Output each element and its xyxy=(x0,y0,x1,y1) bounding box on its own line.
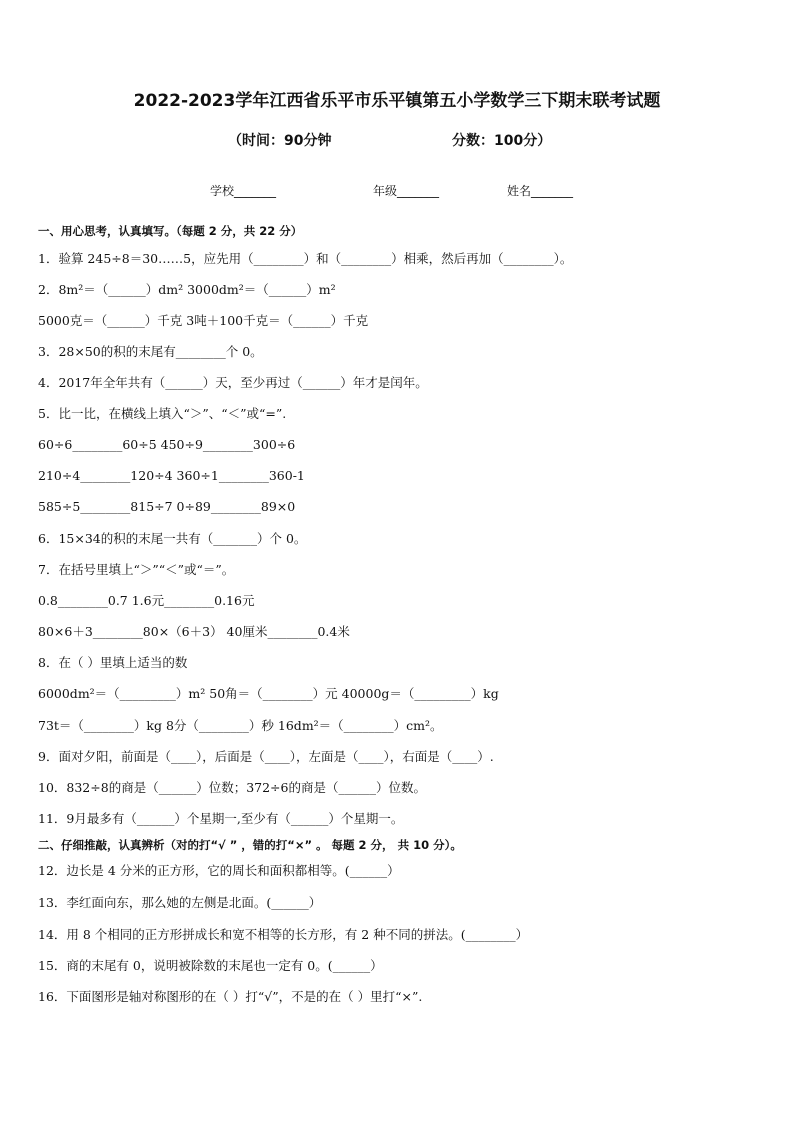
grade-field: 年级_______ xyxy=(373,184,440,198)
question-2a: 2．8m²＝（______）dm² 3000dm²＝（______）m² xyxy=(38,282,336,297)
question-7: 7．在括号里填上“＞”“＜”或“＝”。 xyxy=(38,562,235,577)
question-8b: 73t＝（________）kg 8分（________）秒 16dm²＝（________）cm²。 xyxy=(38,718,443,733)
question-7a: 0.8________0.7 1.6元________0.16元 xyxy=(38,593,255,608)
question-13: 13．李红面向东，那么她的左侧是北面。(______） xyxy=(38,895,322,910)
question-5a: 60÷6________60÷5 450÷9________300÷6 xyxy=(38,437,296,452)
exam-score: 分数：100分） xyxy=(452,133,552,149)
question-15: 15．商的末尾有 0，说明被除数的末尾也一定有 0。(______） xyxy=(38,958,383,973)
question-12: 12．边长是 4 分米的正方形，它的周长和面积都相等。(______） xyxy=(38,863,400,878)
question-6: 6．15×34的积的末尾一共有（_______）个 0。 xyxy=(38,531,307,546)
question-4: 4．2017年全年共有（______）天，至少再过（______）年才是闰年。 xyxy=(38,375,428,390)
section-heading-2: 二、仔细推敲，认真辨析（对的打“√ ” ，错的打“×” 。 每题 2 分， 共 10 分）。 xyxy=(38,838,462,852)
question-5: 5．比一比，在横线上填入“＞”、“＜”或“=”. xyxy=(38,406,287,421)
question-3: 3．28×50的积的末尾有________个 0。 xyxy=(38,344,263,359)
question-16: 16．下面图形是轴对称图形的在（ ）打“√”，不是的在（ ）里打“×”. xyxy=(38,989,423,1004)
question-11: 11．9月最多有（______）个星期一,至少有（______）个星期一。 xyxy=(38,811,404,826)
school-field: 学校_______ xyxy=(210,184,277,198)
question-1: 1．验算 245÷8＝30……5，应先用（________）和（________）相乘，然后再加（________）。 xyxy=(38,251,573,266)
exam-time: （时间：90分钟 xyxy=(228,133,332,149)
question-10: 10．832÷8的商是（______）位数；372÷6的商是（______）位数。 xyxy=(38,780,426,795)
exam-title: 2022-2023学年江西省乐平市乐平镇第五小学数学三下期末联考试题 xyxy=(133,91,661,111)
question-5c: 585÷5________815÷7 0÷89________89×0 xyxy=(38,499,296,514)
question-5b: 210÷4________120÷4 360÷1________360-1 xyxy=(38,468,305,483)
question-8: 8．在（ ）里填上适当的数 xyxy=(38,655,188,670)
name-field: 姓名_______ xyxy=(507,184,574,198)
question-7b: 80×6＋3________80×（6＋3） 40厘米________0.4米 xyxy=(38,624,350,639)
question-8a: 6000dm²＝（_________）m² 50角＝（________）元 40000g＝（_________）kg xyxy=(38,686,499,701)
question-2b: 5000克＝（______）千克 3吨＋100千克＝（______）千克 xyxy=(38,313,369,328)
question-14: 14．用 8 个相同的正方形拼成长和宽不相等的长方形，有 2 种不同的拼法。(________） xyxy=(38,927,529,942)
section-heading-1: 一、用心思考，认真填写。（每题 2 分，共 22 分） xyxy=(38,224,303,238)
question-9: 9．面对夕阳，前面是（____），后面是（____），左面是（____），右面是（____）. xyxy=(38,749,494,764)
